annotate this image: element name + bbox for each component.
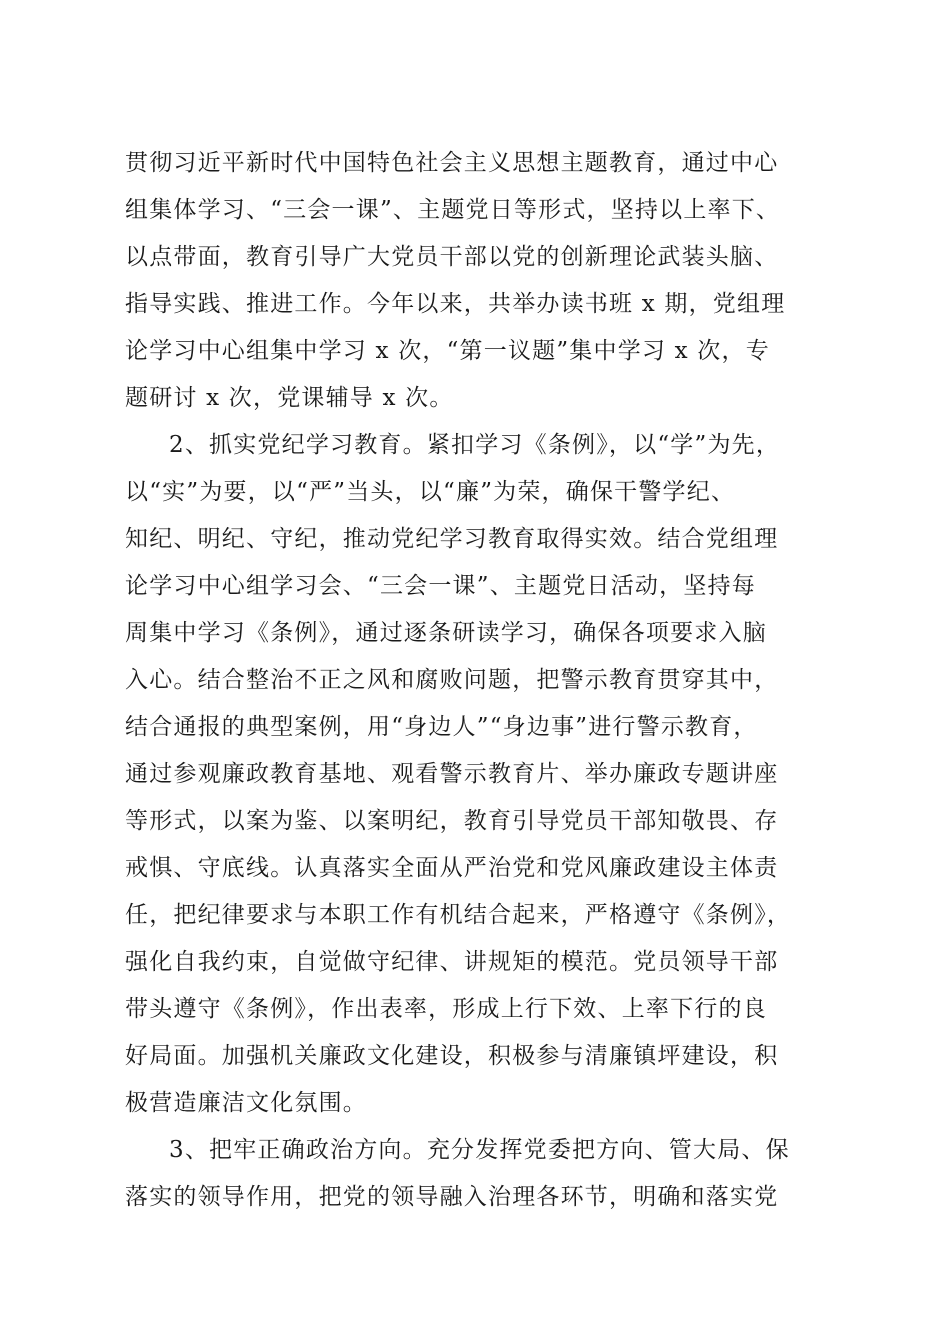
body-text — [125, 140, 860, 1221]
text-line: 入心。结合整治不正之风和腐败问题，把警示教育贯穿其中， — [125, 667, 779, 693]
text-line: 周集中学习《条例》，通过逐条研读学习，确保各项要求入脑 — [125, 620, 767, 646]
text-line: 结合通报的典型案例，用“身边人”“身边事”进行警示教育， — [125, 714, 758, 740]
text-line: 通过参观廉政教育基地、观看警示教育片、举办廉政专题讲座 — [125, 761, 779, 787]
text-line: 戒惧、守底线。认真落实全面从严治党和党风廉政建设主体责 — [125, 855, 779, 881]
paragraph-2-first-line: 2、抓实党纪学习教育。紧扣学习《条例》，以“学”为先， — [169, 432, 781, 458]
text-line: 任，把纪律要求与本职工作有机结合起来，严格遵守《条例》， — [125, 902, 792, 928]
text-line: 题研讨 x 次，党课辅导 x 次。 — [125, 385, 454, 411]
text-line: 论学习中心组集中学习 x 次，“第一议题”集中学习 x 次，专 — [125, 338, 770, 364]
text-line: 等形式，以案为鉴、以案明纪，教育引导党员干部知敬畏、存 — [125, 808, 779, 834]
text-line: 知纪、明纪、守纪，推动党纪学习教育取得实效。结合党组理 — [125, 526, 779, 552]
text-line: 好局面。加强机关廉政文化建设，积极参与清廉镇坪建设，积 — [125, 1043, 779, 1069]
text-line: 指导实践、推进工作。今年以来，共举办读书班 x 期，党组理 — [125, 291, 786, 317]
text-line: 以点带面，教育引导广大党员干部以党的创新理论武装头脑、 — [125, 244, 779, 270]
text-line: 落实的领导作用，把党的领导融入治理各环节，明确和落实党 — [125, 1184, 779, 1210]
text-line: 以“实”为要，以“严”当头，以“廉”为荣，确保干警学纪、 — [125, 479, 736, 505]
text-line: 极营造廉洁文化氛围。 — [125, 1090, 367, 1116]
text-line: 组集体学习、“三会一课”、主题党日等形式，坚持以上率下、 — [125, 197, 781, 223]
text-line: 带头遵守《条例》，作出表率，形成上行下效、上率下行的良 — [125, 996, 767, 1022]
text-line: 论学习中心组学习会、“三会一课”、主题党日活动，坚持每 — [125, 573, 756, 599]
text-line: 贯彻习近平新时代中国特色社会主义思想主题教育，通过中心 — [125, 150, 779, 176]
text-line: 强化自我约束，自觉做守纪律、讲规矩的模范。党员领导干部 — [125, 949, 779, 975]
paragraph-3-first-line: 3、把牢正确政治方向。充分发挥党委把方向、管大局、保 — [169, 1137, 790, 1163]
